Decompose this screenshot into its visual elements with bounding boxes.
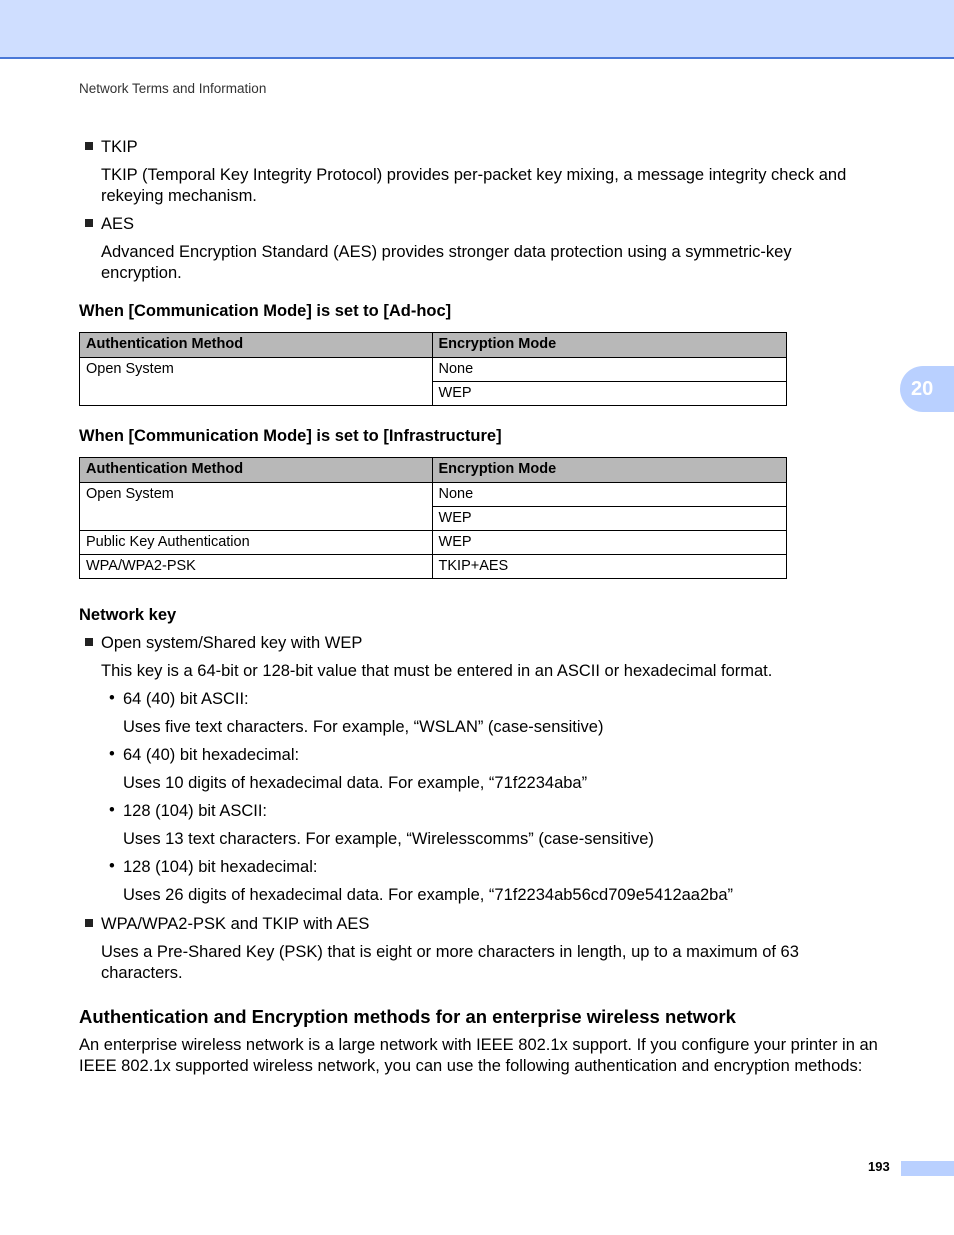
header-band: [0, 0, 954, 59]
aes-description: Advanced Encryption Standard (AES) provides stronger data protection using a symmetric-key encryption.: [101, 243, 792, 282]
chapter-tab: 20: [900, 366, 954, 412]
column-header: Encryption Mode: [432, 333, 786, 358]
psk-description: Uses a Pre-Shared Key (PSK) that is eight or more characters in length, up to a maximum of 63 characters.: [101, 943, 799, 982]
adhoc-table: [79, 332, 787, 406]
dot-bullet-icon: •: [109, 745, 115, 763]
wep-description: This key is a 64-bit or 128-bit value that must be entered in an ASCII or hexadecimal format.: [101, 662, 773, 680]
table-cell: WPA/WPA2-PSK: [80, 555, 433, 579]
running-header: Network Terms and Information: [79, 81, 267, 96]
key-type-description: Uses 13 text characters. For example, “Wirelesscomms” (case-sensitive): [123, 830, 654, 848]
page-number: 193: [868, 1159, 890, 1174]
table-cell: TKIP+AES: [432, 555, 786, 579]
table-cell: None: [432, 483, 786, 507]
adhoc-heading: When [Communication Mode] is set to [Ad-hoc]: [79, 302, 452, 320]
infrastructure-table: [79, 457, 787, 579]
table-cell: WEP: [432, 507, 786, 531]
square-bullet-icon: [85, 142, 93, 150]
dot-bullet-icon: •: [109, 801, 115, 819]
wep-label: Open system/Shared key with WEP: [101, 634, 363, 652]
column-header: Encryption Mode: [432, 458, 786, 483]
table-cell: WEP: [432, 382, 786, 406]
page-number-band: [901, 1161, 954, 1176]
table-cell: Open System: [80, 483, 433, 531]
column-header: Authentication Method: [80, 333, 433, 358]
key-type-label: 128 (104) bit ASCII:: [123, 802, 267, 820]
table-cell: Public Key Authentication: [80, 531, 433, 555]
table-cell: WEP: [432, 531, 786, 555]
infrastructure-heading: When [Communication Mode] is set to [Infrastructure]: [79, 427, 502, 445]
enterprise-description: An enterprise wireless network is a large network with IEEE 802.1x support. If you configure your printer in an IEEE 802.1x supported wireless network, you can use the following authentication and encryption methods:: [79, 1036, 878, 1075]
key-type-label: 64 (40) bit hexadecimal:: [123, 746, 300, 764]
enterprise-heading: Authentication and Encryption methods for an enterprise wireless network: [79, 1006, 736, 1027]
key-type-description: Uses five text characters. For example, “WSLAN” (case-sensitive): [123, 718, 604, 736]
tkip-description: TKIP (Temporal Key Integrity Protocol) provides per-packet key mixing, a message integrity check and rekeying mechanism.: [101, 166, 847, 205]
square-bullet-icon: [85, 219, 93, 227]
table-cell: None: [432, 358, 786, 382]
key-type-description: Uses 26 digits of hexadecimal data. For example, “71f2234ab56cd709e5412aa2ba”: [123, 886, 733, 904]
psk-label: WPA/WPA2-PSK and TKIP with AES: [101, 915, 370, 933]
square-bullet-icon: [85, 638, 93, 646]
key-type-description: Uses 10 digits of hexadecimal data. For example, “71f2234aba”: [123, 774, 588, 792]
tkip-label: TKIP: [101, 138, 138, 156]
column-header: Authentication Method: [80, 458, 433, 483]
table-cell: Open System: [80, 358, 433, 406]
key-type-label: 64 (40) bit ASCII:: [123, 690, 249, 708]
square-bullet-icon: [85, 919, 93, 927]
network-key-heading: Network key: [79, 606, 177, 624]
dot-bullet-icon: •: [109, 689, 115, 707]
aes-label: AES: [101, 215, 135, 233]
key-type-label: 128 (104) bit hexadecimal:: [123, 858, 318, 876]
dot-bullet-icon: •: [109, 857, 115, 875]
